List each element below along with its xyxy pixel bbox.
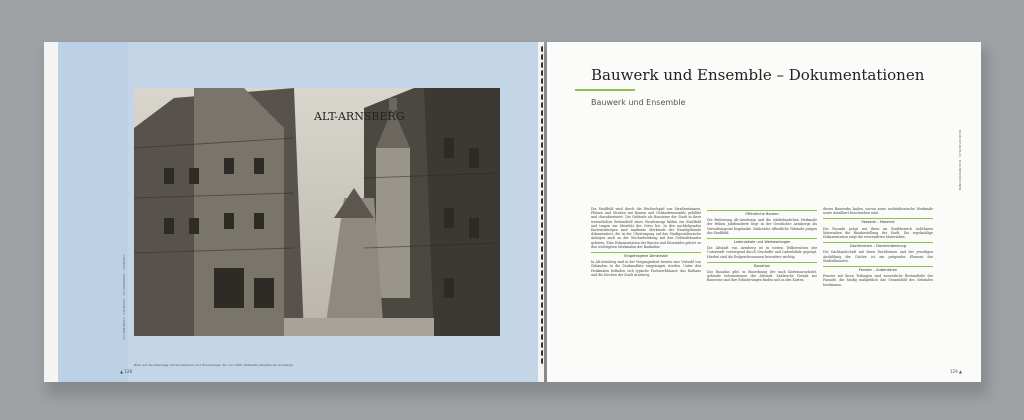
section-heading: Ladenlokale und Werbeanlagen <box>707 238 817 244</box>
page-subtitle: Bauwerk und Ensemble <box>591 98 686 107</box>
body-paragraph: Die Bedeutung Alt-Arnsbergs und die städtebaulichen Merkmale der frühen Jahrhunderte liegt in der Geschichte Arnsbergs als Verwaltungssitz begründet. Zahlreiche öffentliche Gebäude prägen das Stadtbild. <box>707 218 817 235</box>
section-heading: Dachformen – Dacheindeckung <box>823 242 933 248</box>
body-paragraph: dieses Bauwerks laufen, wovon seine architektonische Merkmale sowie detailliert beschrieben sind. <box>823 207 933 216</box>
section-heading: Öffentliche Bauten <box>707 210 817 216</box>
section-heading: Fassade – Material <box>823 218 933 224</box>
body-paragraph: Das Bauatlas gibt, in Einordnung der nach Kartenausschnitt, gebäude Informationen der Altstadt. Zahlreiche Details zur Bauweise und ihre Erläuterungen finden sich in den Karten. <box>707 270 817 283</box>
photo-caption: Blick auf den Steinweg mit Glockenturm und Hirschberger Tor, um 1905, Postkarte (Stadtarchiv Arnsberg) <box>134 363 293 367</box>
body-paragraph: In Alt-Arnsberg sind in der Vergangenheit bereits eine Vielzahl von Gebäuden in die Denkmalliste eingetragen worden. Unter den Denkmalen befinden sich typische Fachwerkhäuser, das Rathaus und die Kirchen der Stadt Arnsberg. <box>591 260 701 277</box>
left-page-number: ▲ 128 <box>120 369 132 374</box>
right-page-number: 129 ▲ <box>950 369 962 374</box>
photo-sign-text: ALT-ARNSBERG <box>314 110 405 123</box>
body-paragraph: Die Fassade prägt mit ihren im Stadtbereich sichtbaren Materialien die Baudarstellung der Stadt. Die regelmäßige Dokumentation zeigt die verwendeten Materialien. <box>823 226 933 240</box>
title-accent-line <box>575 89 635 91</box>
body-paragraph: Die Dachlandschaft mit ihren Dachformen und der jeweiligen Ausbildung der Dächer ist ein prägendes Element der Stadtsilhouette. <box>823 250 933 263</box>
section-heading: Bauatlas <box>707 262 817 268</box>
section-heading: Eingetragene Denkmale <box>591 252 701 258</box>
body-paragraph: Die Altstadt von Arnsberg ist in weiten Teilbereichen der Unterstadt vorwiegend durch Geschäfte und Ladenlokale geprägt. Hierbei sind die Erdgeschosszonen besonders wichtig. <box>707 246 817 259</box>
section-heading: Fenster – Außentüren <box>823 266 933 272</box>
blue-panel-edge <box>58 42 128 382</box>
page-title: Bauwerk und Ensemble – Dokumentationen <box>591 66 925 84</box>
left-vertical-text: ALT-ARNSBERG · STEINWEG · ALT-ARNSBERG · STEINWEG <box>122 254 126 340</box>
body-paragraph: Die Stadtbild wird durch die Wechselspiel von Straßenräumen, Plätzen und Straßen mit Bauten und Gebäudeensemble gebildet und charakterisiert. Die Gebäude als Bausteine der Stadt in ihrer wesentlichen Bestandteil eines Straßenzugs bilden ein Stadtbild und tragen zur Identität des Ortes bei. In den nachfolgenden Karteneinträgen sind markante Merkmale der Einzelgebäude dokumentiert, die in der Übertragung auf das Stadtgestalterische Anliegen auch zu der Wechselwirkung mit den Gebäudebauten gehören. Eine Dokumentation der Bauten und Ensembles gehört zu den wichtigsten Merkmalen der Baukultur. <box>591 207 701 249</box>
text-column-1 <box>591 207 701 279</box>
right-vertical-text: BAUKULTURATLAS · DOKUMENTATIONEN <box>958 130 962 191</box>
text-column-2 <box>707 207 817 285</box>
body-paragraph: Fenster mit ihren Teilungen sind wesentliche Bestandteile der Fassade, die häufig maßgeblich das Gesamtbild des Gebäudes bestimmen. <box>823 274 933 287</box>
text-column-3 <box>823 207 933 289</box>
historic-photo <box>134 88 500 336</box>
